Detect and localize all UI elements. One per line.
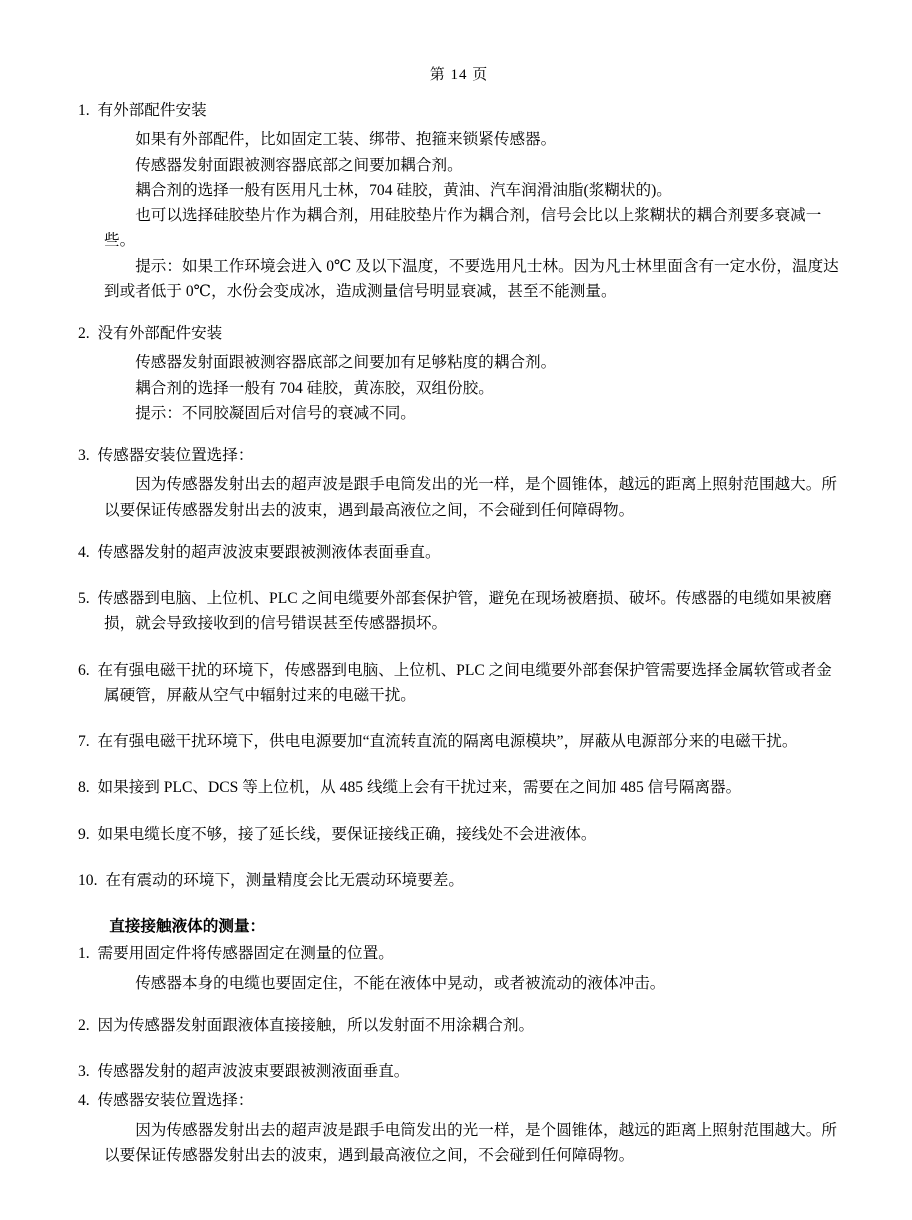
- list-item-7: [78, 729, 840, 754]
- section-subtitle: 直接接触液体的测量：: [109, 918, 266, 935]
- list-item-10: [78, 868, 840, 893]
- paragraph: 传感器本身的电缆也要固定住，不能在液体中晃动，或者被流动的液体冲击。: [135, 974, 666, 992]
- list-item-text: 如果接到 PLC、DCS 等上位机，从 485 线缆上会有干扰过来，需要在之间加 485 信号隔离器。: [97, 779, 742, 797]
- list-item-number: 1.: [78, 102, 90, 119]
- list-item-number: 6.: [78, 661, 90, 679]
- list-item-number: 9.: [78, 825, 90, 843]
- list2-item-1: [78, 941, 840, 996]
- paragraph-note: 提示：如果工作环境会进入 0℃ 及以下温度，不要选用凡士林。因为凡士林里面含有一定水份，温度达到或者低于 0℃，水份会变成冰，造成测量信号明显衰减，甚至不能测量。: [104, 257, 839, 300]
- list-item-8: [78, 775, 840, 800]
- list-item-heading: [78, 941, 840, 966]
- paragraph: 也可以选择硅胶垫片作为耦合剂，用硅胶垫片作为耦合剂，信号会比以上浆糊状的耦合剂要多衰减一些。: [104, 207, 822, 250]
- list-item-heading: [78, 1059, 840, 1084]
- list2-item-4: [78, 1088, 840, 1168]
- list-item-heading: [78, 775, 840, 800]
- list-item-1: [78, 98, 840, 304]
- paragraph-note: 提示：不同胶凝固后对信号的衰减不同。: [135, 404, 416, 422]
- list-item-9: [78, 822, 840, 847]
- list-item-number: 2.: [78, 1016, 90, 1034]
- spacer: [78, 569, 840, 586]
- list-item-text: 没有外部配件安装: [97, 325, 223, 342]
- spacer: [78, 712, 840, 729]
- list-item-heading: [78, 98, 840, 123]
- list-item-4: [78, 540, 840, 565]
- list-item-text: 因为传感器发射面跟液体直接接触，所以发射面不用涂耦合剂。: [97, 1016, 535, 1034]
- list-item-text: 有外部配件安装: [97, 102, 207, 119]
- list-item-2: [78, 321, 840, 426]
- list-item-number: 2.: [78, 325, 90, 342]
- list-item-text: 如果电缆长度不够，接了延长线，要保证接线正确，接线处不会进液体。: [97, 825, 597, 843]
- list-item-heading: [78, 729, 840, 754]
- paragraph: 传感器发射面跟被测容器底部之间要加耦合剂。: [135, 156, 463, 174]
- paragraph: 因为传感器发射出去的超声波是跟手电筒发出的光一样，是个圆锥体，越远的距离上照射范围越大。所以要保证传感器发射出去的波束，遇到最高液位之间，不会碰到任何障碍物。: [104, 476, 837, 519]
- list-item-heading: [78, 658, 840, 709]
- list-item-number: 7.: [78, 733, 90, 750]
- list-item-text: 在有强电磁干扰的环境下，传感器到电脑、上位机、PLC 之间电缆要外部套保护管需要选择金属软管或者金属硬管，屏蔽从空气中辐射过来的电磁干扰。: [97, 661, 832, 704]
- list-item-heading: [78, 443, 840, 468]
- list-item-text: 需要用固定件将传感器固定在测量的位置。: [97, 945, 394, 963]
- list-item-text: 在有强电磁干扰环境下，供电电源要加“直流转直流的隔离电源模块”，屏蔽从电源部分来的电磁干扰。: [97, 733, 798, 750]
- paragraph: 耦合剂的选择一般有 704 硅胶，黄冻胶，双组份胶。: [135, 379, 494, 397]
- spacer: [78, 851, 840, 868]
- list-item-number: 10.: [78, 871, 98, 889]
- list-item-number: 8.: [78, 779, 90, 797]
- document-body: [78, 98, 840, 1168]
- list-item-text: 传感器安装位置选择：: [97, 447, 254, 464]
- list-item-text: 传感器安装位置选择：: [97, 1092, 254, 1110]
- list2-item-3: [78, 1059, 840, 1084]
- spacer: [78, 897, 840, 914]
- paragraph: 因为传感器发射出去的超声波是跟手电筒发出的光一样，是个圆锥体，越远的距离上照射范围越大。所以要保证传感器发射出去的波束，遇到最高液位之间，不会碰到任何障碍物。: [104, 1121, 837, 1164]
- spacer: [78, 996, 840, 1013]
- page-header: 第 14 页: [429, 67, 489, 83]
- list-item-3: [78, 443, 840, 523]
- list-item-number: 1.: [78, 945, 90, 963]
- paragraph: 传感器发射面跟被测容器底部之间要加有足够粘度的耦合剂。: [135, 354, 557, 372]
- list-item-text: 传感器到电脑、上位机、PLC 之间电缆要外部套保护管，避免在现场被磨损、破坏。传感器的电缆如果被磨损，就会导致接收到的信号错误甚至传感器损坏。: [97, 590, 832, 633]
- list-item-heading: [78, 540, 840, 565]
- spacer: [78, 426, 840, 443]
- spacer: [78, 641, 840, 658]
- list-item-heading: [78, 586, 840, 637]
- list-item-heading: [78, 1088, 840, 1113]
- paragraph: 如果有外部配件，比如固定工装、绑带、抱箍来锁紧传感器。: [135, 131, 557, 149]
- list-item-heading: [78, 321, 840, 346]
- spacer: [78, 1042, 840, 1059]
- spacer: [78, 805, 840, 822]
- list-item-5: [78, 586, 840, 637]
- list-item-6: [78, 658, 840, 709]
- paragraph: 耦合剂的选择一般有医用凡士林，704 硅胶，黄油、汽车润滑油脂(浆糊状的)。: [135, 181, 672, 199]
- spacer: [78, 304, 840, 321]
- list-item-text: 在有震动的环境下，测量精度会比无震动环境要差。: [105, 871, 464, 889]
- spacer: [78, 523, 840, 540]
- list-item-number: 3.: [78, 1063, 90, 1080]
- list-item-number: 4.: [78, 543, 90, 561]
- list-item-heading: [78, 1013, 840, 1038]
- list-item-text: 传感器发射的超声波波束要跟被测液面垂直。: [97, 1063, 410, 1080]
- list-item-number: 3.: [78, 447, 90, 464]
- list-item-text: 传感器发射的超声波波束要跟被测液体表面垂直。: [97, 543, 441, 561]
- list-item-number: 4.: [78, 1092, 90, 1110]
- list-item-heading: [78, 868, 840, 893]
- list2-item-2: [78, 1013, 840, 1038]
- list-item-heading: [78, 822, 840, 847]
- spacer: [78, 758, 840, 775]
- list-item-number: 5.: [78, 590, 90, 607]
